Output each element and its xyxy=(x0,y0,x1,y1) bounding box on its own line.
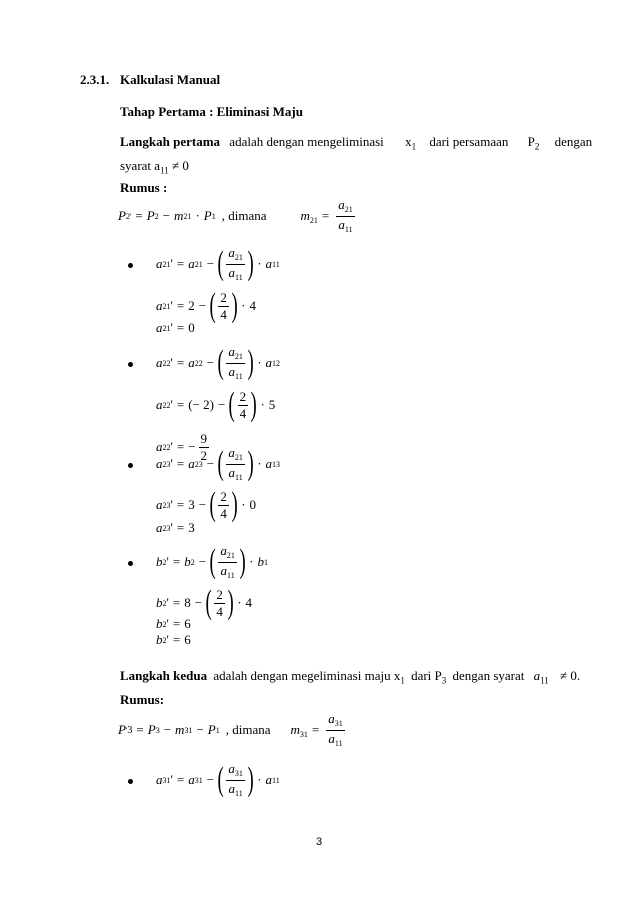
b2-final-1: 6 xyxy=(184,616,191,631)
step1-eq-sub: 2 xyxy=(534,141,540,152)
step2-text: adalah dengan megeliminasi maju x xyxy=(213,668,401,683)
a21-frac-den: 4 xyxy=(220,306,227,322)
step1-var-name: x xyxy=(405,134,412,149)
b2-final-2: 6 xyxy=(184,632,191,647)
page-number: 3 xyxy=(316,836,323,848)
step1-condition-text: syarat a xyxy=(120,158,161,173)
b2-frac-num: 2 xyxy=(216,586,223,602)
a22-final-den: 2 xyxy=(200,447,208,463)
bullet-a21 xyxy=(128,263,133,268)
step2-lead: Langkah kedua xyxy=(120,668,208,683)
formula-a31-def: a 31 ' = a 31 − ( $\frac{a_{31}}{a_{11}}$ ) · a 11 xyxy=(156,761,280,798)
step1-condition-rest: ≠ 0 xyxy=(168,158,189,173)
step2-cond-rest: ≠ 0. xyxy=(560,668,581,683)
step1-condition-sub: 11 xyxy=(160,165,169,176)
formula-a21-result: a 21 ' = 0 xyxy=(156,320,195,335)
a22-frac-num: 2 xyxy=(239,388,247,404)
step1-tail: dengan xyxy=(554,134,593,149)
a21-frac-num: 2 xyxy=(220,289,227,305)
step1-condition xyxy=(120,158,189,176)
b2-frac-den: 4 xyxy=(216,603,223,619)
formula-a23-sub: a 23 ' = 3 − ( $\frac{2}{4}$ ) · 0 xyxy=(156,486,257,523)
rumus-label-1: Rumus : xyxy=(120,180,168,195)
step2-var-sub: 1 xyxy=(400,675,405,686)
step1-eq xyxy=(527,134,540,152)
formula-p3-prime: P ' 3 = P 3 − m 31 − P 1 , dimana $m_{31}$ = $\frac{a_{31}}{a_{11}}$ xyxy=(118,711,343,748)
b2-sub-first: 8 xyxy=(184,595,191,610)
rumus-label-2: Rumus: xyxy=(120,692,165,707)
a22-final-num: 9 xyxy=(200,430,208,446)
section-title: Kalkulasi Manual xyxy=(120,72,221,87)
a22-frac-den: 4 xyxy=(239,405,247,421)
a23-frac-num: 2 xyxy=(220,488,227,504)
step1-var xyxy=(405,134,417,152)
step1-mid: dari persamaan xyxy=(429,134,509,149)
formula-b2-def: b 2 ' = b 2 − ( $\frac{a_{21}}{a_{11}}$ ) · b 1 xyxy=(156,543,269,580)
formula-a21-def: a 21 ' = a 21 − ( $\frac{a_{21}}{a_{11}}$ ) · a 11 xyxy=(156,245,280,282)
bullet-a23 xyxy=(128,463,133,468)
formula-b2-sub: b 2 ' = 8 − ( $\frac{2}{4}$ ) · 4 xyxy=(156,584,253,621)
stage-title: Tahap Pertama : Eliminasi Maju xyxy=(120,104,303,119)
formula-b2-result-2: b 2 ' = 6 xyxy=(156,632,191,647)
formula-p2-prime: P 2 ' = P 2 − m 21 · P 1 , dimana $m_{21}$ = $\frac{a_{21}}{a_{11}}$ xyxy=(118,197,353,234)
step1-lead: Langkah pertama xyxy=(120,134,221,149)
formula-a22-sub: a 22 ' = (− 2) − ( $\frac{2}{4}$ ) · 5 xyxy=(156,386,276,423)
a23-frac-den: 4 xyxy=(220,505,227,521)
formula-b2-result-1: b 2 ' = 6 xyxy=(156,616,191,631)
formula-a22-def: a 22 ' = a 22 − ( $\frac{a_{21}}{a_{11}}$ ) · a 12 xyxy=(156,344,281,381)
b2-sub-last: 4 xyxy=(245,595,253,610)
a22-sub-first: (− 2) xyxy=(188,397,214,412)
formula-a22-result: a 22 ' = − $\frac{9}{2}$ xyxy=(156,430,208,463)
a23-sub-first: 3 xyxy=(188,497,195,512)
formula-a21-sub: a 21 ' = 2 − ( $\frac{2}{4}$ ) · 4 xyxy=(156,287,257,324)
step1-text: adalah dengan mengeliminasi xyxy=(229,134,384,149)
step1-paragraph xyxy=(120,134,593,152)
a23-final: 3 xyxy=(188,520,195,535)
a21-sub-first: 2 xyxy=(188,298,195,313)
step2-eq-sub: 3 xyxy=(441,675,447,686)
step2-mid: dari P xyxy=(411,668,442,683)
bullet-b2 xyxy=(128,561,133,566)
step1-var-sub: 1 xyxy=(411,141,417,152)
step2-cond-sub: 11 xyxy=(540,675,549,686)
step2-cond-var: a xyxy=(533,668,541,683)
formula-a23-def: a 23 ' = a 23 − ( $\frac{a_{21}}{a_{11}}$ ) · a 13 xyxy=(156,445,281,482)
bullet-a22 xyxy=(128,362,133,367)
step2-tail: dengan syarat xyxy=(452,668,525,683)
formula2-dimana: , dimana xyxy=(225,722,271,737)
a21-final: 0 xyxy=(188,320,195,335)
formula-a23-result: a 23 ' = 3 xyxy=(156,520,195,535)
bullet-a31 xyxy=(128,779,133,784)
a21-sub-last: 4 xyxy=(249,298,257,313)
a22-sub-last: 5 xyxy=(268,397,276,412)
a23-sub-last: 0 xyxy=(249,497,257,512)
section-number: 2.3.1. xyxy=(80,72,110,87)
formula1-dimana: , dimana xyxy=(221,208,267,223)
step2-paragraph xyxy=(120,668,580,686)
step1-eq-name: P xyxy=(527,134,535,149)
